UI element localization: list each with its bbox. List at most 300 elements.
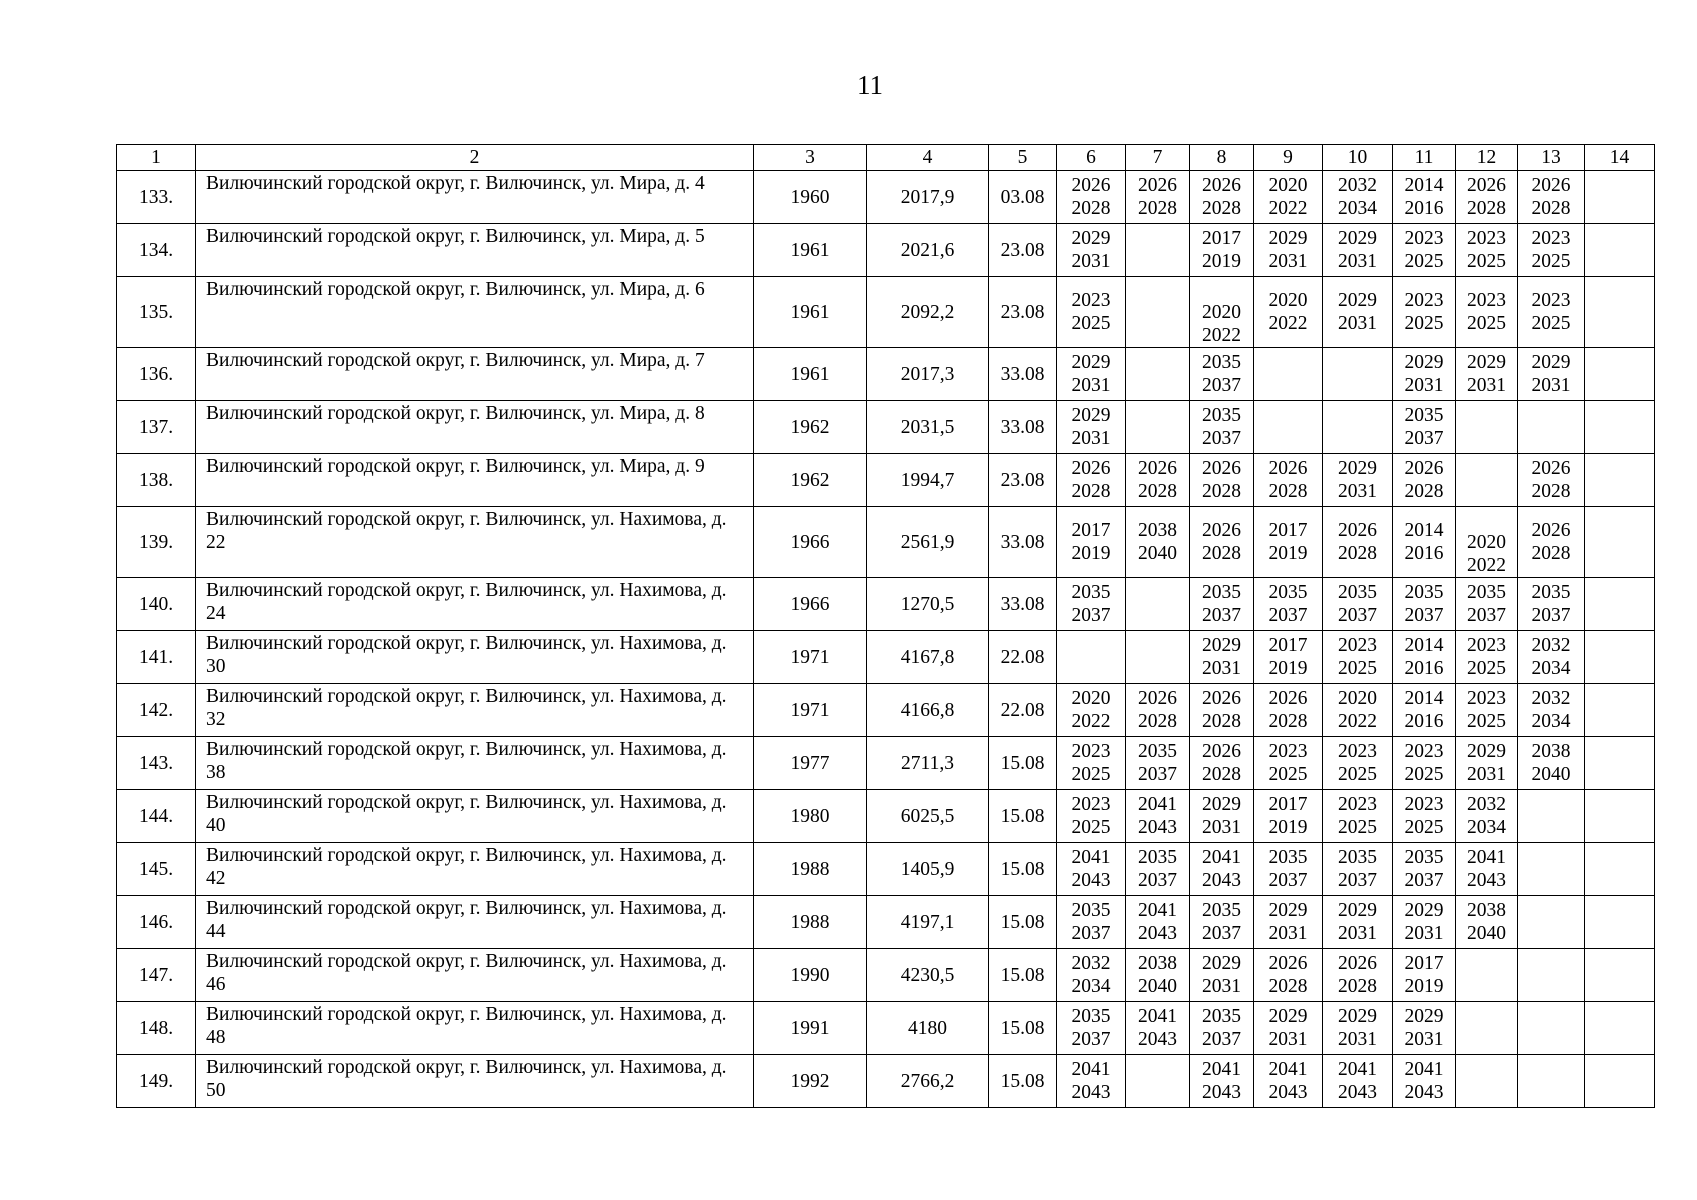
period-end-year: 2034 — [1531, 658, 1571, 679]
period-end-year: 2028 — [1202, 481, 1241, 502]
period-end-year: 2031 — [1268, 251, 1308, 272]
period-start-year: 2023 — [1404, 290, 1444, 311]
period-start-year: 2029 — [1202, 953, 1241, 974]
period-end-year: 2028 — [1138, 711, 1177, 732]
row-period-col-9 — [1254, 684, 1323, 737]
period-start-year: 2026 — [1202, 688, 1241, 709]
period-start-year: 2023 — [1404, 794, 1444, 815]
period-end-year: 2028 — [1268, 976, 1308, 997]
period-end-year: 2025 — [1404, 251, 1444, 272]
row-period-col-6 — [1057, 578, 1126, 631]
row-period-col-14 — [1585, 401, 1655, 454]
period-start-year: 2032 — [1338, 175, 1377, 196]
row-period-col-13 — [1518, 348, 1585, 401]
period-end-year: 2037 — [1404, 605, 1444, 626]
period-end-year: 2037 — [1071, 1029, 1111, 1050]
row-period-col-11 — [1393, 790, 1456, 843]
row-period-col-12 — [1456, 348, 1518, 401]
period-start-year: 2029 — [1404, 352, 1444, 373]
period-end-year: 2031 — [1071, 428, 1111, 449]
row-period-col-7 — [1126, 631, 1190, 684]
period-start-year: 2029 — [1531, 352, 1571, 373]
row-period-col-9 — [1254, 401, 1323, 454]
row-period-col-10 — [1323, 949, 1393, 1002]
period-start-year: 2029 — [1338, 900, 1377, 921]
period-start-year: 2017 — [1404, 953, 1444, 974]
period-end-year: 2031 — [1071, 251, 1111, 272]
row-period-col-7 — [1126, 507, 1190, 578]
row-period-col-6 — [1057, 277, 1126, 348]
period-start-year: 2026 — [1531, 175, 1571, 196]
period-start-year: 2035 — [1202, 1006, 1241, 1027]
row-period-col-8 — [1190, 1002, 1254, 1055]
period-start-year: 2035 — [1404, 405, 1444, 426]
row-build-year: 1992 — [754, 1055, 867, 1108]
column-number-11: 11 — [1393, 145, 1456, 171]
row-period-col-12 — [1456, 896, 1518, 949]
table-row — [117, 348, 1655, 401]
row-period-col-11 — [1393, 631, 1456, 684]
row-period-col-11 — [1393, 896, 1456, 949]
period-end-year: 2031 — [1071, 375, 1111, 396]
period-start-year: 2029 — [1467, 741, 1506, 762]
period-start-year: 2023 — [1404, 741, 1444, 762]
period-start-year: 2035 — [1338, 582, 1377, 603]
row-period-col-7 — [1126, 737, 1190, 790]
row-period-col-8 — [1190, 949, 1254, 1002]
row-period-col-8 — [1190, 790, 1254, 843]
row-number: 140. — [117, 578, 196, 631]
row-area: 4197,1 — [867, 896, 989, 949]
period-end-year: 2043 — [1071, 870, 1111, 891]
period-end-year: 2043 — [1404, 1082, 1444, 1103]
row-period-col-8 — [1190, 507, 1254, 578]
row-build-year: 1961 — [754, 224, 867, 277]
row-number: 137. — [117, 401, 196, 454]
row-period-col-6 — [1057, 631, 1126, 684]
row-period-col-11 — [1393, 684, 1456, 737]
period-end-year: 2019 — [1268, 817, 1308, 838]
row-period-col-7 — [1126, 790, 1190, 843]
period-start-year: 2035 — [1071, 900, 1111, 921]
row-address: Вилючинский городской округ, г. Вилючинск, ул. Мира, д. 9 — [196, 454, 754, 507]
housing-table — [116, 144, 1655, 1108]
period-end-year: 2043 — [1467, 870, 1506, 891]
row-period-col-13 — [1518, 171, 1585, 224]
row-area: 4180 — [867, 1002, 989, 1055]
period-start-year: 2029 — [1338, 228, 1377, 249]
row-number: 149. — [117, 1055, 196, 1108]
period-start-year: 2035 — [1138, 741, 1177, 762]
column-number-12: 12 — [1456, 145, 1518, 171]
row-period-col-7 — [1126, 454, 1190, 507]
period-end-year: 2028 — [1531, 543, 1571, 564]
row-period-col-13 — [1518, 507, 1585, 578]
period-start-year: 2026 — [1404, 458, 1444, 479]
row-period-col-14 — [1585, 737, 1655, 790]
period-end-year: 2040 — [1467, 923, 1506, 944]
period-end-year: 2043 — [1338, 1082, 1377, 1103]
period-start-year: 2026 — [1202, 520, 1241, 541]
row-build-year: 1971 — [754, 631, 867, 684]
period-end-year: 2037 — [1404, 428, 1444, 449]
column-number-3: 3 — [754, 145, 867, 171]
period-end-year: 2028 — [1071, 481, 1111, 502]
row-period-col-11 — [1393, 224, 1456, 277]
row-number: 133. — [117, 171, 196, 224]
row-period-col-7 — [1126, 896, 1190, 949]
row-period-col-14 — [1585, 1055, 1655, 1108]
period-end-year: 2031 — [1404, 923, 1444, 944]
period-end-year: 2037 — [1202, 923, 1241, 944]
row-code: 15.08 — [989, 790, 1057, 843]
period-start-year: 2026 — [1531, 458, 1571, 479]
period-end-year: 2019 — [1404, 976, 1444, 997]
period-start-year: 2029 — [1268, 1006, 1308, 1027]
period-start-year: 2020 — [1268, 290, 1308, 311]
period-start-year: 2035 — [1071, 582, 1111, 603]
period-end-year: 2025 — [1404, 764, 1444, 785]
row-area: 2017,9 — [867, 171, 989, 224]
period-start-year: 2023 — [1404, 228, 1444, 249]
row-area: 2711,3 — [867, 737, 989, 790]
row-period-col-14 — [1585, 277, 1655, 348]
period-start-year: 2023 — [1467, 635, 1506, 656]
row-period-col-10 — [1323, 401, 1393, 454]
row-period-col-10 — [1323, 171, 1393, 224]
period-end-year: 2037 — [1202, 1029, 1241, 1050]
period-end-year: 2031 — [1268, 1029, 1308, 1050]
row-period-col-9 — [1254, 631, 1323, 684]
row-area: 4167,8 — [867, 631, 989, 684]
period-end-year: 2025 — [1404, 313, 1444, 334]
row-period-col-10 — [1323, 578, 1393, 631]
column-number-1: 1 — [117, 145, 196, 171]
period-start-year: 2023 — [1338, 794, 1377, 815]
row-period-col-6 — [1057, 401, 1126, 454]
row-period-col-14 — [1585, 949, 1655, 1002]
period-start-year: 2017 — [1268, 635, 1308, 656]
row-period-col-12 — [1456, 401, 1518, 454]
period-end-year: 2031 — [1467, 375, 1506, 396]
row-period-col-10 — [1323, 507, 1393, 578]
period-start-year: 2041 — [1202, 1059, 1241, 1080]
period-end-year: 2040 — [1531, 764, 1571, 785]
period-end-year: 2022 — [1467, 555, 1506, 576]
row-period-col-7 — [1126, 843, 1190, 896]
row-period-col-7 — [1126, 401, 1190, 454]
row-period-col-11 — [1393, 348, 1456, 401]
period-end-year: 2031 — [1338, 1029, 1377, 1050]
row-period-col-14 — [1585, 171, 1655, 224]
period-start-year: 2041 — [1404, 1059, 1444, 1080]
row-period-col-8 — [1190, 401, 1254, 454]
row-period-col-13 — [1518, 277, 1585, 348]
row-period-col-9 — [1254, 843, 1323, 896]
row-build-year: 1962 — [754, 454, 867, 507]
period-end-year: 2031 — [1202, 658, 1241, 679]
row-period-col-9 — [1254, 1055, 1323, 1108]
period-start-year: 2041 — [1338, 1059, 1377, 1080]
row-build-year: 1962 — [754, 401, 867, 454]
row-code: 03.08 — [989, 171, 1057, 224]
period-start-year: 2038 — [1138, 953, 1177, 974]
row-period-col-14 — [1585, 507, 1655, 578]
row-period-col-12 — [1456, 843, 1518, 896]
table-row — [117, 578, 1655, 631]
row-address: Вилючинский городской округ, г. Вилючинск, ул. Нахимова, д. 48 — [196, 1002, 754, 1055]
period-start-year: 2041 — [1467, 847, 1506, 868]
row-code: 22.08 — [989, 684, 1057, 737]
period-end-year: 2025 — [1404, 817, 1444, 838]
period-start-year: 2014 — [1404, 175, 1444, 196]
period-end-year: 2025 — [1268, 764, 1308, 785]
row-period-col-9 — [1254, 896, 1323, 949]
period-end-year: 2028 — [1467, 198, 1506, 219]
row-period-col-8 — [1190, 684, 1254, 737]
period-end-year: 2028 — [1138, 481, 1177, 502]
period-end-year: 2028 — [1531, 481, 1571, 502]
row-period-col-8 — [1190, 348, 1254, 401]
row-period-col-10 — [1323, 454, 1393, 507]
row-period-col-6 — [1057, 507, 1126, 578]
period-start-year: 2035 — [1202, 582, 1241, 603]
period-start-year: 2035 — [1202, 352, 1241, 373]
column-number-row — [117, 145, 1655, 171]
row-code: 33.08 — [989, 507, 1057, 578]
period-start-year: 2023 — [1268, 741, 1308, 762]
row-code: 22.08 — [989, 631, 1057, 684]
row-period-col-12 — [1456, 454, 1518, 507]
period-end-year: 2025 — [1338, 817, 1377, 838]
row-period-col-6 — [1057, 1055, 1126, 1108]
period-start-year: 2026 — [1071, 458, 1111, 479]
row-period-col-9 — [1254, 578, 1323, 631]
period-end-year: 2037 — [1071, 923, 1111, 944]
row-build-year: 1961 — [754, 277, 867, 348]
row-period-col-6 — [1057, 843, 1126, 896]
row-period-col-7 — [1126, 1055, 1190, 1108]
row-period-col-13 — [1518, 1055, 1585, 1108]
row-code: 15.08 — [989, 949, 1057, 1002]
row-period-col-8 — [1190, 454, 1254, 507]
period-start-year: 2026 — [1138, 175, 1177, 196]
row-period-col-6 — [1057, 949, 1126, 1002]
row-period-col-6 — [1057, 684, 1126, 737]
row-area: 1994,7 — [867, 454, 989, 507]
period-end-year: 2031 — [1404, 1029, 1444, 1050]
period-start-year: 2029 — [1404, 1006, 1444, 1027]
row-period-col-14 — [1585, 684, 1655, 737]
period-start-year: 2026 — [1138, 458, 1177, 479]
period-end-year: 2037 — [1404, 870, 1444, 891]
row-period-col-9 — [1254, 348, 1323, 401]
period-end-year: 2025 — [1531, 313, 1571, 334]
row-address: Вилючинский городской округ, г. Вилючинск, ул. Нахимова, д. 32 — [196, 684, 754, 737]
row-period-col-10 — [1323, 684, 1393, 737]
period-start-year: 2029 — [1338, 458, 1377, 479]
row-code: 15.08 — [989, 737, 1057, 790]
period-end-year: 2025 — [1071, 817, 1111, 838]
period-end-year: 2043 — [1071, 1082, 1111, 1103]
period-end-year: 2016 — [1404, 198, 1444, 219]
period-end-year: 2031 — [1338, 481, 1377, 502]
row-period-col-10 — [1323, 790, 1393, 843]
period-start-year: 2023 — [1467, 228, 1506, 249]
row-address: Вилючинский городской округ, г. Вилючинск, ул. Нахимова, д. 30 — [196, 631, 754, 684]
row-period-col-14 — [1585, 348, 1655, 401]
row-period-col-11 — [1393, 949, 1456, 1002]
row-build-year: 1990 — [754, 949, 867, 1002]
row-period-col-11 — [1393, 454, 1456, 507]
row-period-col-13 — [1518, 578, 1585, 631]
row-period-col-12 — [1456, 1055, 1518, 1108]
period-start-year: 2041 — [1071, 847, 1111, 868]
row-area: 1270,5 — [867, 578, 989, 631]
row-code: 23.08 — [989, 224, 1057, 277]
period-start-year: 2035 — [1268, 847, 1308, 868]
table-row — [117, 277, 1655, 348]
row-number: 142. — [117, 684, 196, 737]
period-end-year: 2028 — [1531, 198, 1571, 219]
row-period-col-7 — [1126, 348, 1190, 401]
period-end-year: 2031 — [1338, 251, 1377, 272]
period-start-year: 2035 — [1467, 582, 1506, 603]
row-period-col-8 — [1190, 224, 1254, 277]
row-period-col-11 — [1393, 578, 1456, 631]
column-number-8: 8 — [1190, 145, 1254, 171]
period-start-year: 2029 — [1202, 635, 1241, 656]
period-start-year: 2038 — [1531, 741, 1571, 762]
period-end-year: 2025 — [1338, 764, 1377, 785]
row-area: 2021,6 — [867, 224, 989, 277]
period-end-year: 2031 — [1338, 923, 1377, 944]
period-start-year: 2041 — [1138, 1006, 1177, 1027]
row-period-col-6 — [1057, 224, 1126, 277]
period-start-year: 2041 — [1138, 794, 1177, 815]
period-end-year: 2037 — [1138, 870, 1177, 891]
row-period-col-14 — [1585, 631, 1655, 684]
period-end-year: 2034 — [1467, 817, 1506, 838]
row-period-col-8 — [1190, 631, 1254, 684]
table-row — [117, 949, 1655, 1002]
period-end-year: 2043 — [1138, 923, 1177, 944]
row-period-col-6 — [1057, 790, 1126, 843]
row-period-col-10 — [1323, 737, 1393, 790]
row-number: 141. — [117, 631, 196, 684]
row-period-col-10 — [1323, 1002, 1393, 1055]
row-period-col-9 — [1254, 277, 1323, 348]
period-start-year: 2026 — [1531, 520, 1571, 541]
period-end-year: 2037 — [1071, 605, 1111, 626]
table-row — [117, 790, 1655, 843]
row-period-col-14 — [1585, 454, 1655, 507]
table-row — [117, 401, 1655, 454]
period-end-year: 2037 — [1268, 605, 1308, 626]
row-area: 2561,9 — [867, 507, 989, 578]
row-area: 1405,9 — [867, 843, 989, 896]
period-start-year: 2014 — [1404, 635, 1444, 656]
row-address: Вилючинский городской округ, г. Вилючинск, ул. Мира, д. 7 — [196, 348, 754, 401]
row-build-year: 1988 — [754, 896, 867, 949]
period-start-year: 2023 — [1071, 290, 1111, 311]
row-address: Вилючинский городской округ, г. Вилючинск, ул. Нахимова, д. 38 — [196, 737, 754, 790]
table-row — [117, 171, 1655, 224]
table-row — [117, 896, 1655, 949]
row-build-year: 1966 — [754, 507, 867, 578]
row-period-col-11 — [1393, 737, 1456, 790]
row-period-col-6 — [1057, 348, 1126, 401]
row-period-col-7 — [1126, 684, 1190, 737]
period-start-year: 2023 — [1071, 794, 1111, 815]
period-start-year: 2026 — [1268, 953, 1308, 974]
period-start-year: 2023 — [1338, 741, 1377, 762]
row-period-col-8 — [1190, 171, 1254, 224]
table-row — [117, 1002, 1655, 1055]
period-start-year: 2041 — [1071, 1059, 1111, 1080]
row-period-col-8 — [1190, 578, 1254, 631]
period-start-year: 2041 — [1202, 847, 1241, 868]
period-start-year: 2029 — [1404, 900, 1444, 921]
row-area: 4166,8 — [867, 684, 989, 737]
row-period-col-13 — [1518, 684, 1585, 737]
row-period-col-9 — [1254, 1002, 1323, 1055]
row-period-col-11 — [1393, 843, 1456, 896]
row-number: 135. — [117, 277, 196, 348]
period-end-year: 2016 — [1404, 543, 1444, 564]
row-period-col-12 — [1456, 1002, 1518, 1055]
period-start-year: 2029 — [1202, 794, 1241, 815]
row-period-col-6 — [1057, 1002, 1126, 1055]
period-start-year: 2026 — [1338, 520, 1377, 541]
period-end-year: 2037 — [1202, 428, 1241, 449]
column-number-6: 6 — [1057, 145, 1126, 171]
row-period-col-7 — [1126, 224, 1190, 277]
row-period-col-12 — [1456, 277, 1518, 348]
period-end-year: 2025 — [1467, 313, 1506, 334]
row-period-col-9 — [1254, 507, 1323, 578]
period-start-year: 2035 — [1338, 847, 1377, 868]
row-period-col-12 — [1456, 507, 1518, 578]
row-period-col-10 — [1323, 224, 1393, 277]
period-start-year: 2035 — [1404, 582, 1444, 603]
period-end-year: 2031 — [1404, 375, 1444, 396]
period-start-year: 2026 — [1268, 688, 1308, 709]
row-period-col-12 — [1456, 224, 1518, 277]
row-period-col-12 — [1456, 578, 1518, 631]
period-end-year: 2019 — [1202, 251, 1241, 272]
row-address: Вилючинский городской округ, г. Вилючинск, ул. Мира, д. 5 — [196, 224, 754, 277]
period-end-year: 2022 — [1268, 198, 1308, 219]
row-period-col-7 — [1126, 171, 1190, 224]
row-period-col-14 — [1585, 224, 1655, 277]
row-period-col-8 — [1190, 277, 1254, 348]
table-row — [117, 631, 1655, 684]
row-period-col-12 — [1456, 171, 1518, 224]
period-end-year: 2016 — [1404, 711, 1444, 732]
row-number: 143. — [117, 737, 196, 790]
table-row — [117, 843, 1655, 896]
row-area: 2092,2 — [867, 277, 989, 348]
row-build-year: 1971 — [754, 684, 867, 737]
row-period-col-14 — [1585, 578, 1655, 631]
period-end-year: 2031 — [1202, 976, 1241, 997]
row-period-col-10 — [1323, 843, 1393, 896]
row-period-col-6 — [1057, 171, 1126, 224]
row-period-col-10 — [1323, 348, 1393, 401]
column-number-10: 10 — [1323, 145, 1393, 171]
period-start-year: 2014 — [1404, 520, 1444, 541]
